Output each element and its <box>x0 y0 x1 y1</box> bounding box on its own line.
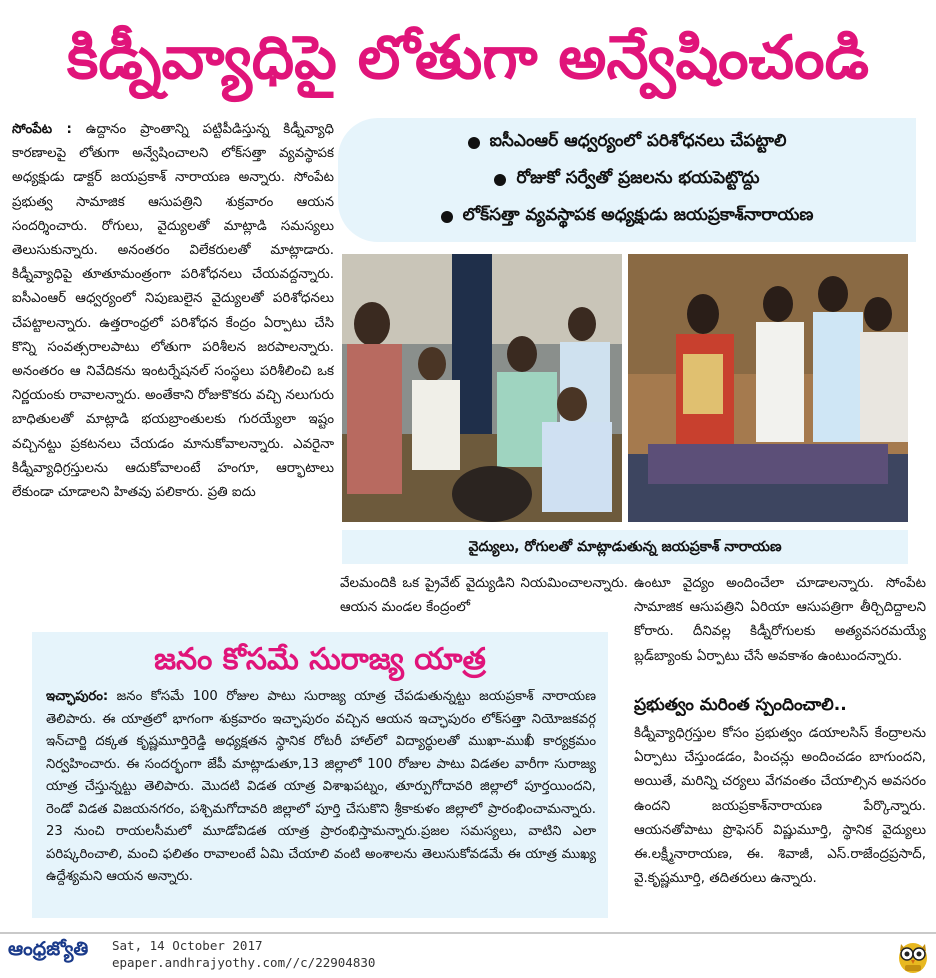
highlight-item <box>338 161 916 198</box>
owl-icon <box>896 936 930 974</box>
footer-divider <box>0 932 936 934</box>
photo-left <box>342 254 622 522</box>
side-story-body <box>46 686 596 912</box>
left-column-body: ఉద్దానం ప్రాంతాన్ని పట్టిపీడిస్తున్న కిడ్నీవ్యాధి కారణాలపై లోతుగా అన్వేషించాలని లోక్‌సత్తా వ్యవస్థాపక అధ్యక్షుడు డాక్టర్ జయప్రకాశ్ నారాయణ అన్నారు. సోంపేట ప్రభుత్వ సామాజిక ఆసుపత్రిని శుక్రవారం ఆయన సందర్శించారు. రోగులు, వైద్యులతో మాట్లాడి సమస్యలు తెలుసుకున్నారు. అనంతరం విలేకరులతో మాట్లాడారు. కిడ్నీవ్యాధిపై తూతూమంత్రంగా పరిశోధనలు చేయవద్దన్నారు. ఐసీఎంఆర్ ఆధ్వర్యంలో నిపుణులైన వైద్యులతో పరిశోధనలు చేపట్టాలన్నారు. ఉత్తరాంధ్రలో పరిశోధన కేంద్రం ఏర్పాటు చేసి కొన్ని సంవత్సరాలపాటు లోతుగా పరిశీలన జరపాలన్నారు. అనంతరం ఆ నివేదికను ఇంటర్నేషనల్ సంస్థలు పరిశీలించి ఒక నిర్ణయంకు రావాలన్నారు. అంతేకాని రోజుకొకరు వచ్చి నలుగురు బాధితులతో మాట్లాడి భయబ్రాంతులకు గురయ్యేలా ఇష్టం వచ్చినట్టు ప్రకటనలు చేయడం మానుకోవాలన్నారు. ఎవరైనా కిడ్నీవ్యాధిగ్రస్తులను ఆదుకోవాలంటే హంగూ, ఆర్భాటాలు లేకుండా చూడాలని హితవు పలికారు. ప్రతి ఐదు <box>12 122 334 501</box>
highlight-item <box>338 124 916 161</box>
mid-column-text: వేలమందికి ఒక ప్రైవేట్ వైద్యుడిని నియమించాలన్నారు. ఆయన మండల కేంద్రంలో <box>340 576 628 616</box>
highlight-item <box>338 198 916 235</box>
footer-info <box>112 937 375 971</box>
photo-right <box>628 254 908 522</box>
side-story-box <box>32 632 608 918</box>
side-story-title: జనం కోసమే సురాజ్య యాత్ర <box>154 642 486 677</box>
highlight-text: రోజుకో సర్వేతో ప్రజలను భయపెట్టొద్దు <box>516 167 760 188</box>
subheading: ప్రభుత్వం మరింత స్పందించాలి.. <box>634 695 847 715</box>
right-column-text: ఉంటూ వైద్యం అందించేలా చూడాలన్నారు. సోంపేట సామాజిక ఆసుపత్రిని ఏరియా ఆసుపత్రిగా తీర్చిదిద్దాలని కోరారు. దీనివల్ల కిడ్నీరోగులకు అత్యవసరమయ్యే బ్లడ్‌బ్యాంకు ఏర్పాటు చేసే అవకాశం ఉంటుందన్నారు. <box>634 576 926 664</box>
bullet-icon <box>441 211 453 223</box>
left-column-text <box>12 118 334 626</box>
bullet-icon <box>494 174 506 186</box>
headline: కిడ్నీవ్యాధిపై లోతుగా అన్వేషించండి <box>67 23 869 93</box>
right-column-text-2: కిడ్నీవ్యాధిగ్రస్తుల కోసం ప్రభుత్వం డయాలసిస్ కేంద్రాలను ఏర్పాటు చేస్తుండడం, పించన్లు అందించడం బాగుందని, అయితే, మరిన్ని చర్యలు వేగవంతం చేయాల్సిన అవసరం ఉందని జయప్రకాశ్‌నారాయణ పేర్కొన్నారు. ఆయనతోపాటు ప్రొఫెసర్ విష్ణుమూర్తి, స్థానిక వైద్యులు ఈ.లక్ష్మీనారాయణ, ఈ. శివాజీ, ఎస్.రాజేంద్రప్రసాద్, వై.కృష్ణమూర్తి, తదితరులు ఉన్నారు. <box>634 726 926 887</box>
bullet-icon <box>468 137 480 149</box>
epaper-url[interactable]: epaper.andhrajyothy.com//c/22904830 <box>112 955 376 970</box>
dateline-place: సోంపేట : <box>12 122 72 137</box>
photo-caption: వైద్యులు, రోగులతో మాట్లాడుతున్న జయప్రకాశ్ నారాయణ <box>342 530 908 564</box>
photo-strip <box>342 254 908 522</box>
highlight-text: లోక్‌సత్తా వ్యవస్థాపక అధ్యక్షుడు జయప్రకాశ్‌నారాయణ <box>462 204 814 225</box>
edition-date: Sat, 14 October 2017 <box>112 938 263 953</box>
highlight-text: ఐసీఎంఆర్ ఆధ్వర్యంలో పరిశోధనలు చేపట్టాలి <box>489 130 787 151</box>
newspaper-logo: ఆంధ్రజ్యోతి <box>8 938 89 960</box>
side-story-text: జనం కోసమే 100 రోజుల పాటు సురాజ్య యాత్ర చేపడుతున్నట్టు జయప్రకాశ్ నారాయణ తెలిపారు. ఈ యాత్రలో భాగంగా శుక్రవారం ఇచ్ఛాపురం వచ్చిన ఆయన ఇచ్ఛాపురం లోక్‌సత్తా నియోజకవర్గ ఇన్‌చార్జి దక్కత కృష్ణమూర్తిరెడ్డి అధ్యక్షతన స్థానిక రోటరీ హాల్‌లో విద్యార్థులతో ముఖా-ముఖీ కార్యక్రమం నిర్వహించారు. ఈ సందర్భంగా జేపీ మాట్లాడుతూ,13 జిల్లాలో 100 రోజుల పాటు విడతల వారీగా సురాజ్య యాత్ర చేస్తున్నట్టు తెలిపారు. మొదటి విడత యాత్ర విశాఖపట్నం, తూర్పుగోదావరి జిల్లాలో పూర్తయిందని, రెండో విడత విజయనగరం, పశ్చిమగోదావరి జిల్లాలో పూర్తి చేసుకొని శ్రీకాకుళం జిల్లాలో ప్రారంభించామన్నారు. 23 నుంచి రాయలసీమలో మూడోవిడత యాత్ర ప్రారంభిస్తామన్నారు.ప్రజల సమస్యలు, వాటిని ఎలా పరిష్కరించాలి, మంచి ఫలితం రావాలంటే ఏమి చేయాలి వంటి అంశాలను తెలుసుకోవడమే ఈ యాత్ర ముఖ్య ఉద్దేశ్యమని ఆయన అన్నారు. <box>46 689 596 884</box>
side-story-place: ఇచ్ఛాపురం: <box>46 689 109 704</box>
highlights-panel <box>338 118 916 242</box>
